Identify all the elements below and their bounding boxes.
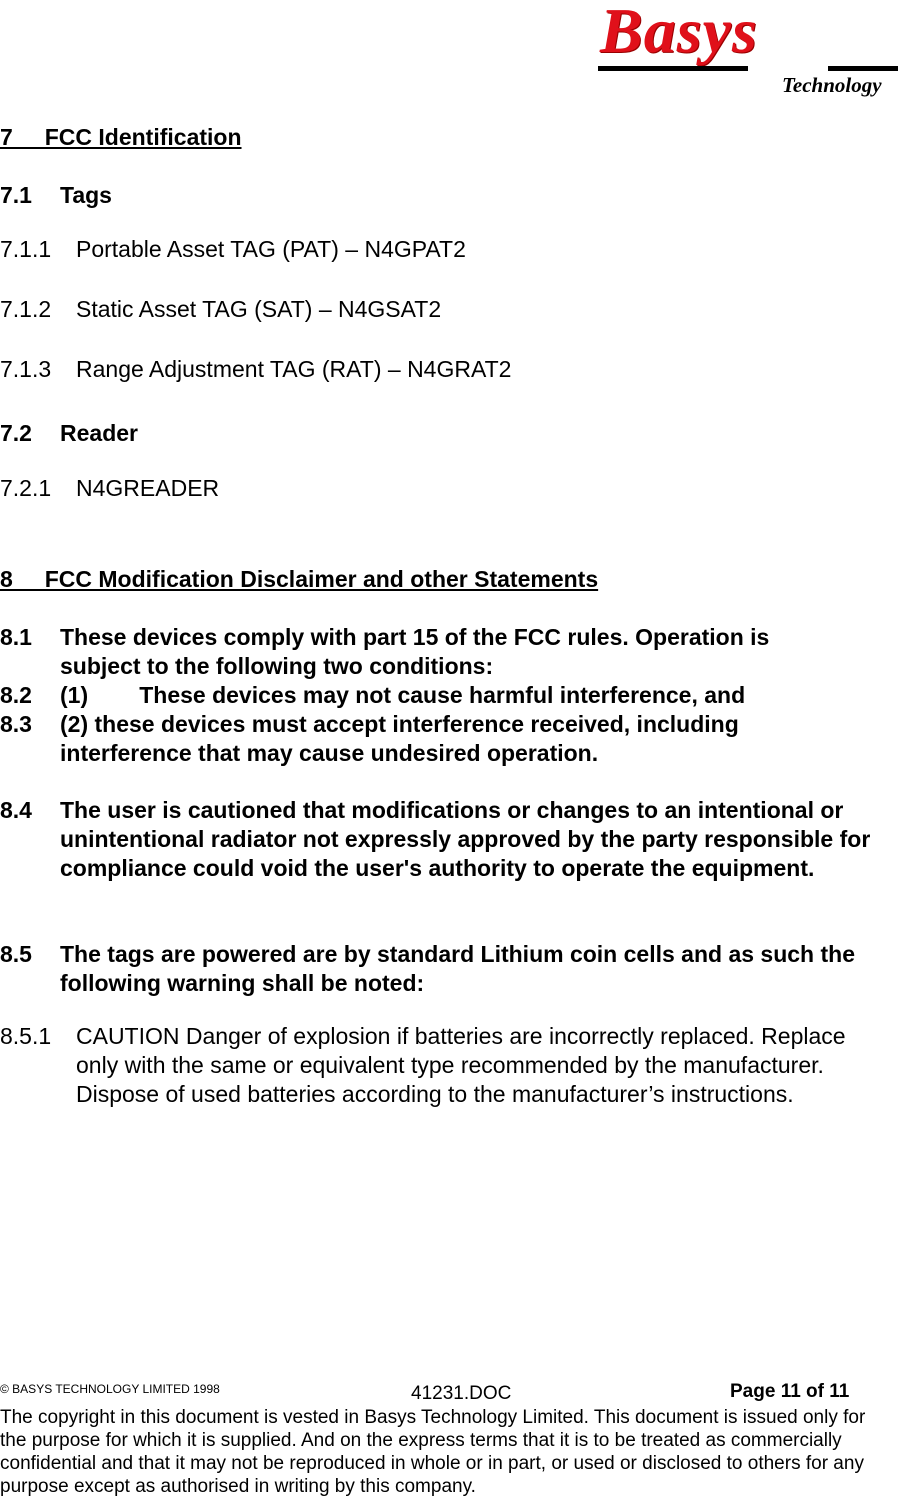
subsection-title: Tags (60, 182, 112, 208)
statement-number: 8.2 (0, 682, 32, 708)
item-text: Portable Asset TAG (PAT) – N4GPAT2 (76, 236, 466, 262)
logo-rule-left (598, 66, 748, 71)
footer-document-id: 41231.DOC (411, 1383, 512, 1404)
item-text: Static Asset TAG (SAT) – N4GSAT2 (76, 296, 442, 322)
item-reader (0, 475, 219, 502)
statement-number: 8.5 (0, 941, 32, 967)
subsection-reader (0, 420, 138, 447)
footer-copyright: © BASYS TECHNOLOGY LIMITED 1998 (0, 1382, 220, 1396)
statement-8-2 (0, 681, 900, 710)
statement-text: (1) These devices may not cause harmful interference, and (60, 682, 746, 708)
item-sat (0, 296, 441, 323)
statement-8-4 (0, 796, 900, 912)
basys-logo (592, 0, 900, 100)
statement-text: The user is cautioned that modifications or changes to an intentional or unintentional radiator not expressly approved by the party responsible for compliance could void the user's authority to operate the equipment. (60, 797, 871, 881)
item-rat (0, 356, 511, 383)
statement-text: (2) these devices must accept interference received, including interference that may cause undesired operation. (60, 711, 739, 766)
item-number: 7.1.2 (0, 296, 52, 322)
statement-8-5 (0, 940, 900, 998)
statement-number: 8.5.1 (0, 1023, 52, 1049)
section-8-heading: 8 FCC Modification Disclaimer and other Statements (0, 566, 599, 592)
statement-number: 8.3 (0, 711, 32, 737)
item-text: Range Adjustment TAG (RAT) – N4GRAT2 (76, 356, 512, 382)
logo-rule-right (828, 66, 898, 71)
statement-number: 8.1 (0, 624, 32, 650)
footer-copyright-notice: The copyright in this document is vested in Basys Technology Limited. This document is issued only for the purpose for which it is supplied. And on the express terms that it is to be treated as commercially confidential and that it may not be reproduced in whole or in part, or used or disclosed to others for any purpose except as authorised in writing by this company. (0, 1407, 866, 1497)
statement-text: CAUTION Danger of explosion if batteries are incorrectly replaced. Replace only with the same or equivalent type recommended by the manufacturer. Dispose of used batteries according to the manufacturer’s instructions. (76, 1023, 846, 1107)
item-number: 7.1.3 (0, 356, 52, 382)
statement-8-1 (0, 623, 900, 681)
item-number: 7.2.1 (0, 475, 52, 501)
subsection-number: 7.2 (0, 420, 32, 446)
subsection-tags (0, 182, 112, 209)
statement-text: These devices comply with part 15 of the FCC rules. Operation is subject to the following two conditions: (60, 624, 770, 679)
footer-page-number: Page 11 of 11 (730, 1381, 850, 1402)
subsection-title: Reader (60, 420, 138, 446)
item-number: 7.1.1 (0, 236, 52, 262)
statement-text: The tags are powered are by standard Lithium coin cells and as such the following warning shall be noted: (60, 941, 855, 996)
statement-number: 8.4 (0, 797, 32, 823)
item-pat (0, 236, 466, 263)
section-7-heading: 7 FCC Identification (0, 124, 242, 150)
statement-8-3 (0, 710, 900, 768)
logo-brand: Basys (600, 0, 758, 66)
item-text: N4GREADER (76, 475, 220, 501)
logo-subtitle: Technology (782, 73, 882, 97)
subsection-number: 7.1 (0, 182, 32, 208)
statement-8-5-1 (0, 1022, 900, 1138)
